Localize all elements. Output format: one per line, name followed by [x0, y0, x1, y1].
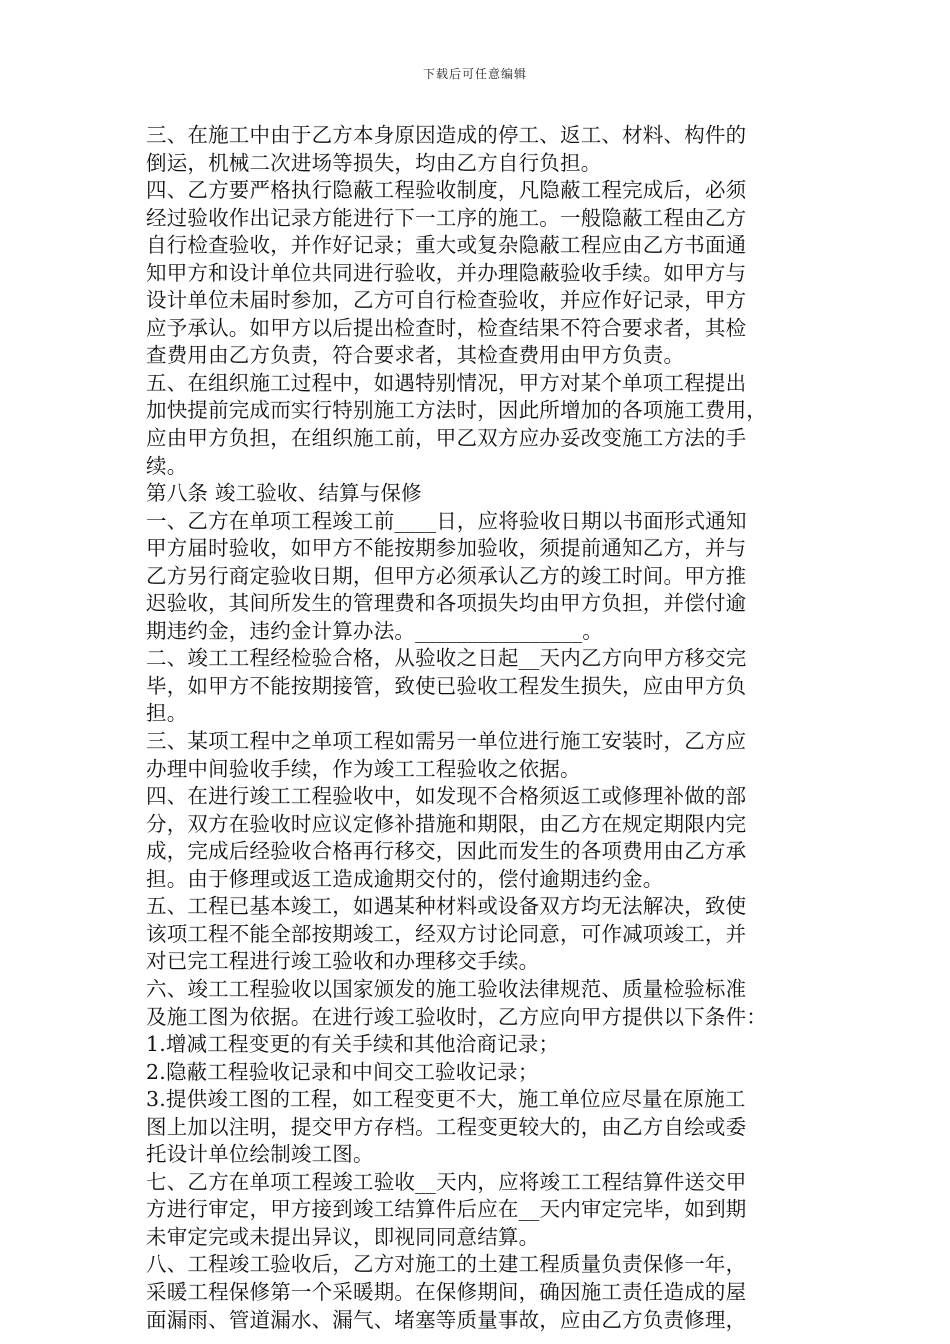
text-line: 方进行审定，甲方接到竣工结算件后应在__天内审定完毕，如到期	[146, 1197, 747, 1222]
text-line: 托设计单位绘制竣工图。	[146, 1142, 374, 1167]
text-line: 采暖工程保修第一个采暖期。在保修期间，确因施工责任造成的屋	[146, 1279, 747, 1304]
text-line: 七、乙方在单项工程竣工验收__天内，应将竣工工程结算件送交甲	[146, 1169, 747, 1194]
list-item: 2.隐蔽工程验收记录和中间交工验收记录；	[146, 1059, 539, 1084]
text-line: 乙方另行商定验收日期，但甲方必须承认乙方的竣工时间。甲方推	[146, 563, 747, 588]
text-line: 及施工图为依据。在进行竣工验收时，乙方应向甲方提供以下条件：	[146, 1004, 767, 1029]
text-line: 三、在施工中由于乙方本身原因造成的停工、返工、材料、构件的	[146, 123, 747, 147]
text-line: 面漏雨、管道漏水、漏气、堵塞等质量事故，应由乙方负责修理，	[146, 1307, 747, 1332]
text-line: 二、竣工工程经检验合格，从验收之日起__天内乙方向甲方移交完	[146, 646, 747, 671]
text-line: 对已完工程进行竣工验收和办理移交手续。	[146, 949, 540, 974]
text-line: 迟验收，其间所发生的管理费和各项损失均由甲方负担，并偿付逾	[146, 591, 747, 616]
text-line: 毕，如甲方不能按期接管，致使已验收工程发生损失，应由甲方负	[146, 673, 747, 698]
text-line: 四、在进行竣工工程验收中，如发现不合格须返工或修理补做的部	[146, 784, 747, 809]
text-line: 查费用由乙方负责，符合要求者，其检查费用由甲方负责。	[146, 343, 685, 368]
text-line: 设计单位未届时参加，乙方可自行检查验收，并应作好记录，甲方	[146, 288, 747, 313]
text-line: 未审定完或未提出异议，即视同同意结算。	[146, 1224, 540, 1249]
text-line: 办理中间验收手续，作为竣工工程验收之依据。	[146, 756, 581, 781]
page-header-note: 下载后可任意编辑	[422, 67, 527, 81]
text-line: 甲方届时验收，如甲方不能按期参加验收，须提前通知乙方，并与	[146, 536, 747, 561]
text-line: 六、竣工工程验收以国家颁发的施工验收法律规范、质量检验标准	[146, 976, 747, 1001]
text-line: 经过验收作出记录方能进行下一工序的施工。一般隐蔽工程由乙方	[146, 205, 747, 230]
list-item: 3.提供竣工图的工程，如工程变更不大，施工单位应尽量在原施工	[146, 1087, 746, 1112]
text-line: 担。由于修理或返工造成逾期交付的，偿付逾期违约金。	[146, 866, 664, 891]
document-body	[146, 122, 810, 1334]
text-line: 成，完成后经验收合格再行移交，因此而发生的各项费用由乙方承	[146, 839, 747, 864]
text-line: 续。	[146, 453, 188, 478]
text-line: 五、在组织施工过程中，如遇特别情况，甲方对某个单项工程提出	[146, 370, 747, 395]
text-line: 八、工程竣工验收后，乙方对施工的土建工程质量负责保修一年，	[146, 1252, 747, 1277]
text-line: 知甲方和设计单位共同进行验收，并办理隐蔽验收手续。如甲方与	[146, 260, 747, 285]
list-item: 1.增减工程变更的有关手续和其他洽商记录；	[146, 1032, 560, 1057]
text-line: 倒运，机械二次进场等损失，均由乙方自行负担。	[146, 150, 602, 175]
text-line: 期违约金，违约金计算办法。________________。	[146, 618, 603, 643]
text-line: 四、乙方要严格执行隐蔽工程验收制度，凡隐蔽工程完成后，必须	[146, 178, 747, 203]
text-line: 应予承认。如甲方以后提出检查时，检查结果不符合要求者，其检	[146, 315, 747, 340]
text-line: 担。	[146, 701, 188, 726]
text-line: 一、乙方在单项工程竣工前____日，应将验收日期以书面形式通知	[146, 508, 747, 533]
section-heading: 第八条 竣工验收、结算与保修	[146, 481, 422, 506]
text-line: 三、某项工程中之单项工程如需另一单位进行施工安装时，乙方应	[146, 729, 747, 754]
text-line: 自行检查验收，并作好记录；重大或复杂隐蔽工程应由乙方书面通	[146, 233, 747, 258]
text-line: 该项工程不能全部按期竣工，经双方讨论同意，可作减项竣工，并	[146, 921, 747, 946]
text-line: 五、工程已基本竣工，如遇某种材料或设备双方均无法解决，致使	[146, 894, 747, 919]
text-line: 图上加以注明，提交甲方存档。工程变更较大的，由乙方自绘或委	[146, 1114, 747, 1139]
text-line: 分，双方在验收时应议定修补措施和期限，由乙方在规定期限内完	[146, 811, 747, 836]
text-line: 应由甲方负担，在组织施工前，甲乙双方应办妥改变施工方法的手	[146, 426, 747, 451]
text-line: 加快提前完成而实行特别施工方法时，因此所增加的各项施工费用，	[146, 398, 767, 423]
